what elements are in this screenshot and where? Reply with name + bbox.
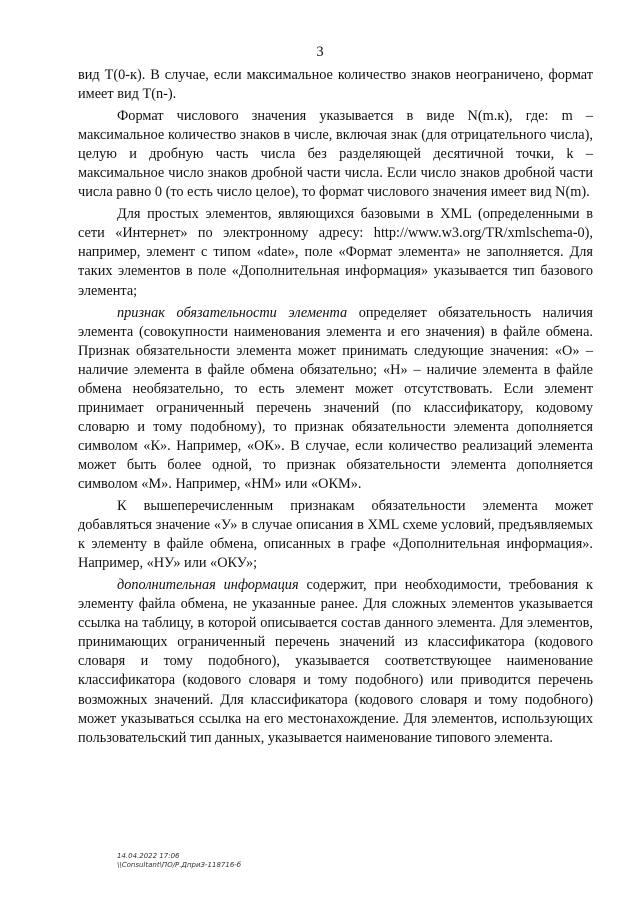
- paragraph-1: вид T(0-к). В случае, если максимальное количество знаков неограничено, формат имеет вид T(n-).: [78, 67, 593, 103]
- page-number: 3: [316, 44, 324, 60]
- paragraph-2: Формат числового значения указывается в виде N(m.к), где: m – максимальное количество знаков в числе, включая знак (для отрицательного числа), целую и дробную часть числа без разделяющей десятичной точки, k – максимальное число знаков дробной части числа. Если число знаков дробной части числа равно 0 (то есть число целое), то формат числового значения имеет вид N(m).: [78, 108, 593, 201]
- document-body: [78, 66, 593, 748]
- paragraph-3: Для простых элементов, являющихся базовыми в XML (определенными в сети «Интернет» по электронному адресу: http://www.w3.org/TR/xmlschema-0), например, элемент с типом «date», поле «Формат элемента» не заполняется. Для таких элементов в поле «Дополнительная информация» указывается тип базового элемента;: [78, 206, 593, 299]
- term-additional-info: дополнительная информация: [117, 577, 299, 594]
- document-footer: [117, 852, 241, 870]
- paragraph-5: К вышеперечисленным признакам обязательности элемента может добавляться значение «У» в случае описания в XML схеме условий, предъявляемых к элементу в файле обмена, описанных в графе «Дополнительная информация». Например, «НУ» или «ОКУ»;: [78, 498, 593, 572]
- paragraph-4: [78, 304, 593, 494]
- paragraph-4-text: определяет обязательность наличия элемента (совокупности наименования элемента и его значения) в файле обмена. Признак обязательности элемента может принимать следующие значения: «О» – наличие элемента в файле обмена обязательно; «Н» – наличие элемента в файле обмена необязательно, то есть элемент может отсутствовать. Если элемент принимает ограниченный перечень значений (по классификатору, кодовому словарю и тому подобному), то признак обязательности элемента дополняется символом «К». Например, «ОК». В случае, если количество реализаций элемента может быть более одной, то признак обязательности элемента дополняется символом «М». Например, «НМ» или «ОКМ».: [78, 304, 593, 492]
- footer-timestamp: 14.04.2022 17:06: [117, 852, 180, 860]
- paragraph-6-text: содержит, при необходимости, требования к элементу файла обмена, не указанные ранее. Для сложных элементов указывается ссылка на таблицу, в которой описывается состав данного элемента. Для элементов, принимающих ограниченный перечень значений из классификатора (кодового словаря и тому подобного), указывается соответствующее наименование классификатора (кодового словаря и тому подобного) или приводится перечень возможных значений. Для классификатора (кодового словаря и тому подобного) может указываться ссылка на его местонахождение. Для элементов, использующих пользовательский тип данных, указывается наименование типового элемента.: [78, 577, 593, 746]
- term-required-flag: признак обязательности элемента: [117, 304, 348, 321]
- footer-path: \\Consultant\ПО/Р.ДприЗ-118716-б: [117, 861, 242, 869]
- paragraph-6: [78, 576, 593, 747]
